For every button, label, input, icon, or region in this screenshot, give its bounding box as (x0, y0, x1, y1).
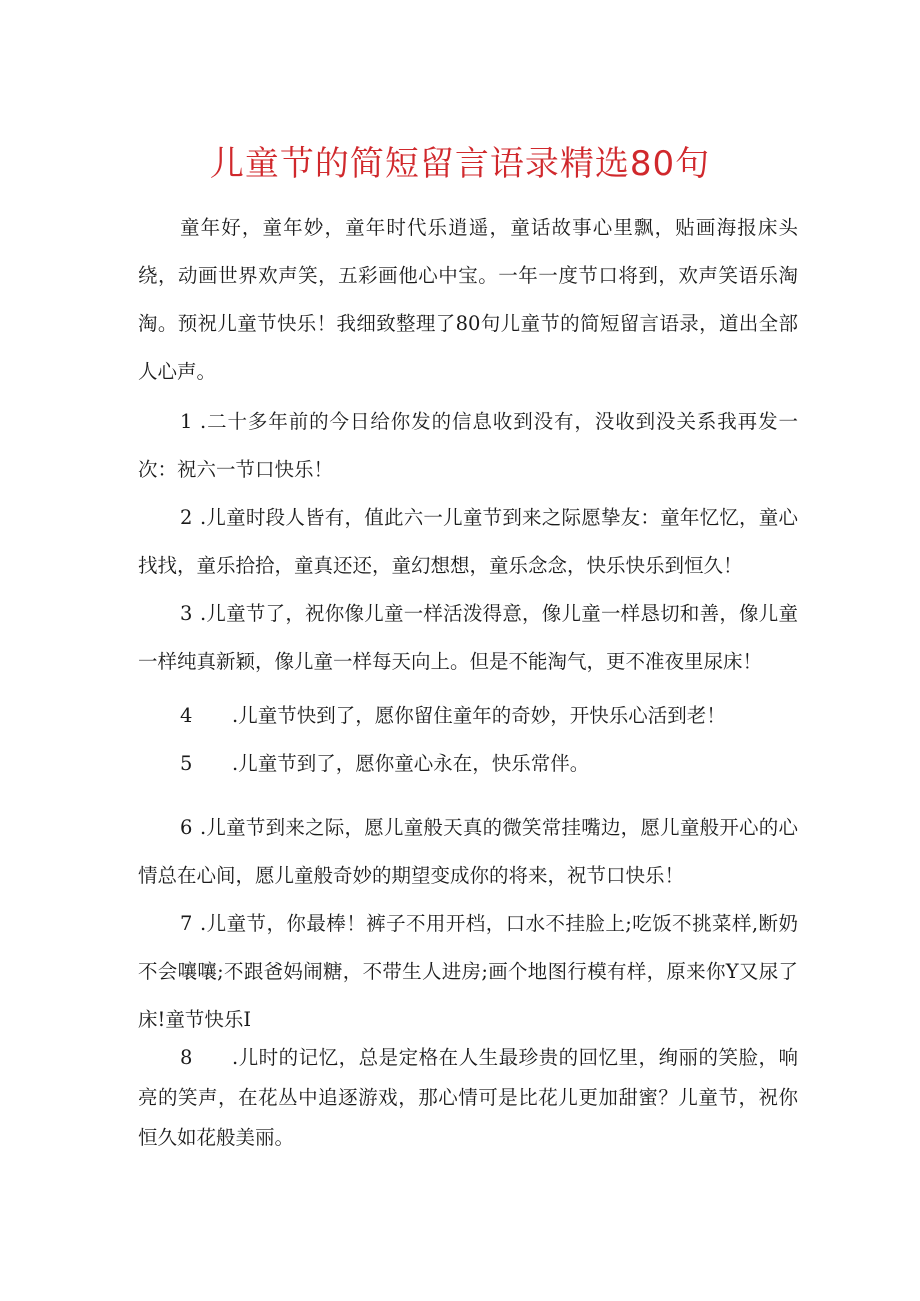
item-number: 5 (180, 752, 193, 775)
list-item (138, 398, 798, 494)
item-text: .儿时的记忆，总是定格在人生最珍贵的回忆里，绚丽的笑脸，响亮的笑声，在花丛中追逐游戏，那心情可是比花儿更加甜蜜？儿童节，祝你恒久如花般美丽。 (138, 1046, 798, 1149)
list-item (138, 804, 798, 900)
item-text: .儿童时段人皆有，值此六一儿童节到来之际愿挚友：童年忆忆，童心找找，童乐拾拾，童真还还，童幻想想，童乐念念，快乐快乐到恒久！ (138, 506, 798, 577)
list-item (138, 494, 798, 590)
item-number: 7 (180, 912, 193, 935)
list-item (138, 590, 798, 686)
list-item (138, 692, 798, 740)
item-number: 3 (180, 602, 193, 625)
item-text: .儿童节了，祝你像儿童一样活泼得意，像儿童一样恳切和善，像儿童一样纯真新颖，像儿童一样每天向上。但是不能淘气，更不准夜里尿床！ (138, 602, 798, 673)
item-text: .儿童节到来之际，愿儿童般天真的微笑常挂嘴边，愿儿童般开心的心情总在心间，愿儿童般奇妙的期望变成你的将来，祝节口快乐！ (138, 816, 798, 887)
item-number: 8 (180, 1046, 193, 1069)
item-text: .儿童节快到了，愿你留住童年的奇妙，开快乐心活到老！ (232, 704, 726, 727)
item-text: .二十多年前的今日给你发的信息收到没有，没收到没关系我再发一次：祝六一节口快乐！ (138, 410, 798, 481)
item-text: .儿童节，你最棒！裤子不用开档，口水不挂脸上;吃饭不挑菜样,断奶不会嚷嚷;不跟爸妈闹糖，不带生人进房;画个地图行模有样，原来你Y又尿了床!童节快乐I (138, 912, 798, 1031)
item-text: .儿童节到了，愿你童心永在，快乐常伴。 (232, 752, 590, 775)
document-title: 儿童节的简短留言语录精选80句 (209, 144, 711, 184)
item-number: 4 (180, 704, 193, 727)
item-number: 1 (180, 410, 193, 433)
item-number: 6 (180, 816, 193, 839)
intro-paragraph: 童年好，童年妙，童年时代乐逍遥，童话故事心里飘，贴画海报床头绕，动画世界欢声笑，五彩画他心中宝。一年一度节口将到，欢声笑语乐淘淘。预祝儿童节快乐！我细致整理了80句儿童节的简短留言语录，道出全部人心声。 (138, 216, 798, 383)
list-item (138, 740, 798, 788)
item-number: 2 (180, 506, 193, 529)
list-item (138, 1038, 798, 1158)
list-item (138, 900, 798, 1044)
